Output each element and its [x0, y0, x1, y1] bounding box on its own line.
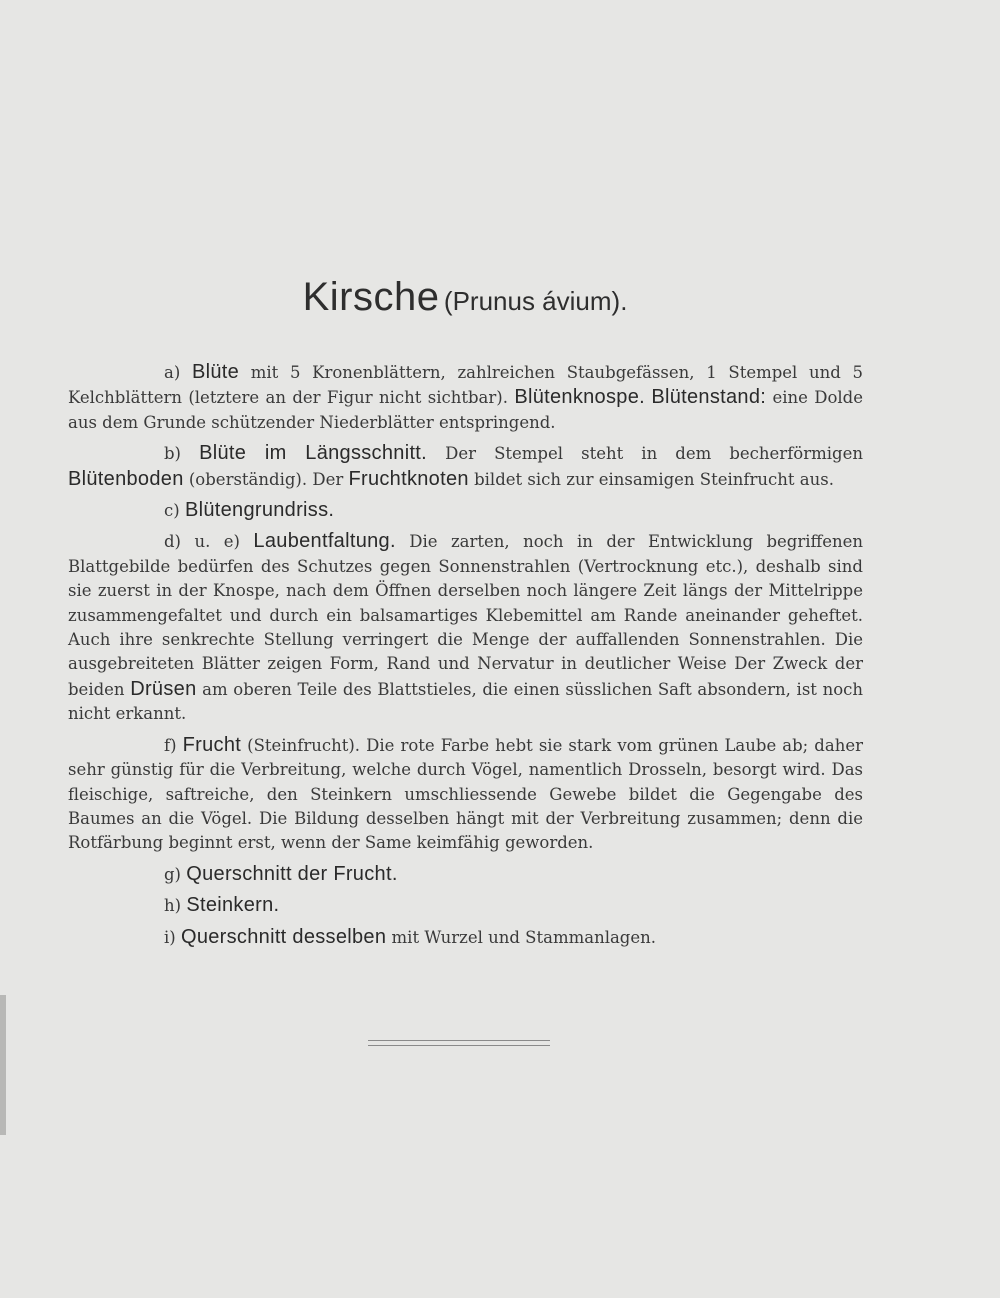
heading-bluetenboden: Blütenboden — [68, 467, 184, 490]
marker-b: b) — [164, 444, 181, 464]
title-main: Kirsche — [302, 275, 440, 319]
text-b1: Der Stempel steht in dem becherförmigen — [427, 444, 863, 464]
paragraph-c — [68, 498, 863, 523]
text-b2: (oberständig). Der — [183, 469, 349, 489]
heading-fruchtknoten: Fruchtknoten — [348, 467, 469, 490]
page-edge-shadow — [0, 995, 6, 1135]
heading-bluetenstand: Blütenstand: — [651, 386, 767, 409]
title-latin-name: (Prunus ávium). — [443, 286, 628, 316]
marker-h: h) — [164, 896, 182, 916]
marker-a: a) — [164, 363, 181, 382]
heading-bluete: Blüte — [191, 361, 240, 383]
paragraph-i — [68, 925, 863, 950]
text-b3: bildet sich zur einsamigen Steinfrucht aus. — [468, 469, 834, 489]
text-de1: Die zarten, noch in der Entwicklung begriffenen Blattgebilde bedürfen des Schutzes gegen Sonnenstrahlen (Vertrocknung etc.), deshalb sind sie zuerst in der Knospe, nach dem Öffnen derselben noch längere Zeit längs der Mittelrippe zusammengefaltet und durch ein balsamartiges Klebemittel am Rande aneinander geheftet. Auch ihre senkrechte Stellung verringert die Menge der auffallenden Sonnenstrahlen. Die ausgebreiteten Blätter zeigen Form, Rand und Nervatur in deutlicher Weise Der Zweck der beiden — [68, 532, 864, 699]
heading-steinkern: Steinkern. — [186, 894, 280, 917]
heading-laubentfaltung: Laubentfaltung. — [253, 530, 396, 553]
text-f1: (Steinfrucht). Die rote Farbe hebt sie stark vom grünen Laube ab; daher sehr günstig für die Verbreitung, welche durch Vögel, namentlich Drosseln, besorgt wird. Das fleischige, saftreiche, den Steinkern umschliessende Gewebe bildet die Gegengabe des Baumes an die Vögel. Die Bildung desselben hängt mit der Verbreitung zusammen; denn die Rotfärbung beginnt erst, wenn der Same keimfähig geworden. — [68, 735, 863, 853]
marker-g: g) — [164, 864, 181, 884]
paragraph-g — [68, 862, 863, 887]
paragraph-de — [68, 529, 863, 726]
text-de2: am oberen Teile des Blattstieles, die einen süsslichen Saft absondern, ist noch nicht erkannt. — [68, 679, 863, 724]
marker-f: f) — [164, 735, 177, 755]
heading-bluetengrundriss: Blütengrundriss. — [184, 499, 335, 522]
marker-c: c) — [164, 501, 180, 521]
marker-de: d) u. e) — [164, 532, 240, 552]
paragraph-a — [68, 360, 863, 435]
marker-i: i) — [164, 927, 176, 947]
heading-querschnitt-desselben: Querschnitt desselben — [180, 925, 387, 948]
heading-druesen: Drüsen — [130, 677, 197, 700]
paragraph-b — [68, 441, 863, 492]
text-a3: eine Dolde aus dem Grunde schützender Niederblätter entspringend. — [68, 388, 863, 432]
closing-double-rule — [368, 1040, 550, 1046]
heading-frucht: Frucht — [182, 733, 242, 756]
text-i1: mit Wurzel und Stammanlagen. — [386, 927, 657, 947]
heading-bluetenknospe: Blütenknospe. — [514, 386, 645, 409]
heading-laengsschnitt: Blüte im Längsschnitt. — [199, 442, 428, 465]
paragraph-h — [68, 893, 863, 918]
body-text — [68, 360, 863, 950]
text-a1: mit 5 Kronenblättern, zahlreichen Staubgefässen, 1 Stempel und 5 Kelchblättern (letztere an der Figur nicht sichtbar). — [68, 363, 863, 408]
paragraph-f — [68, 733, 863, 856]
page-title — [0, 275, 930, 320]
heading-querschnitt-frucht: Querschnitt der Frucht. — [186, 862, 398, 885]
